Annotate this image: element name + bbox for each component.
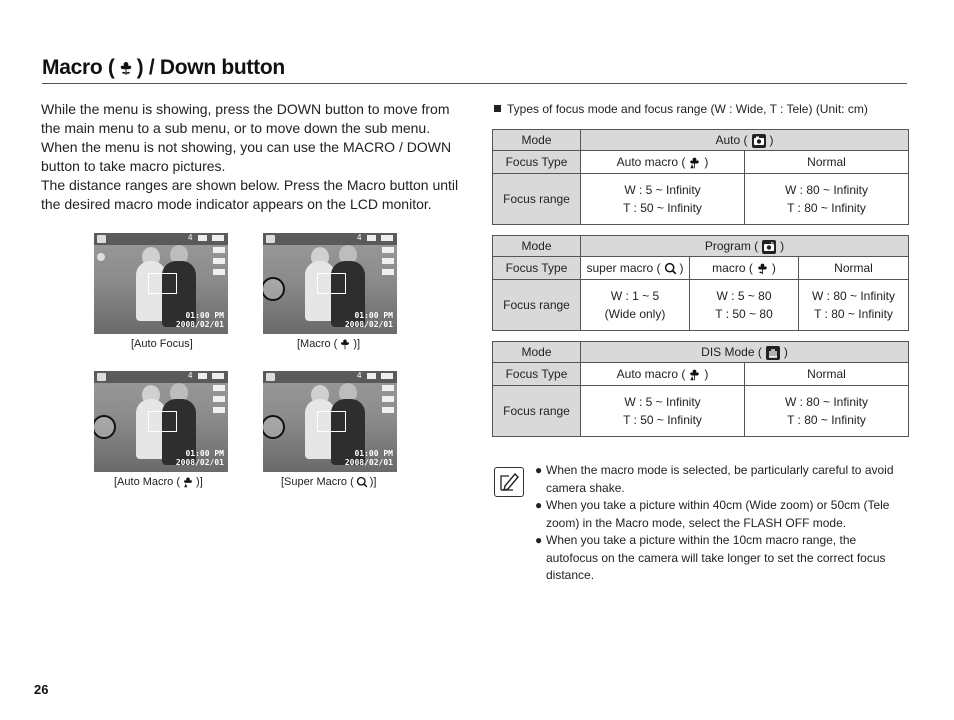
camera-icon xyxy=(266,235,275,243)
focus-range-macro xyxy=(690,280,799,331)
battery-icon xyxy=(212,235,224,241)
time-readout: 01:00 PM xyxy=(185,311,224,320)
note-item xyxy=(535,497,907,532)
focus-type-close: ) xyxy=(679,261,684,275)
svg-text:P: P xyxy=(770,241,774,248)
mode-auto-close: ) xyxy=(769,133,774,147)
focus-range-normal xyxy=(745,386,909,437)
focus-table-auto xyxy=(492,129,909,225)
macro-flower-icon xyxy=(339,338,351,350)
focus-types-header xyxy=(494,102,868,116)
date-readout: 2008/02/01 xyxy=(175,458,224,467)
time-readout: 01:00 PM xyxy=(354,311,393,320)
note-text: When you take a picture within 40cm (Wide zoom) or 50cm (Tele zoom) in the Macro mode, select the FLASH OFF mode. xyxy=(546,498,890,530)
focus-frame xyxy=(317,273,346,294)
super-macro-icon xyxy=(356,476,368,488)
range-tele: T : 50 ~ Infinity xyxy=(623,413,702,427)
caption-auto-macro-before: [Auto Macro ( xyxy=(114,476,181,489)
battery-icon xyxy=(381,235,393,241)
focus-table-program xyxy=(492,235,909,331)
memory-icon xyxy=(198,235,207,241)
range-tele: T : 80 ~ Infinity xyxy=(787,413,866,427)
focus-type-label: Focus Type xyxy=(493,363,581,386)
lcd-screen-macro xyxy=(263,233,397,334)
mode-dis-cell xyxy=(581,342,909,363)
auto-macro-icon xyxy=(688,365,701,383)
range-wide: W : 80 ~ Infinity xyxy=(811,289,896,303)
focus-type-label: Focus Type xyxy=(493,257,581,280)
note-text: When the macro mode is selected, be particularly careful to avoid camera shake. xyxy=(546,463,894,495)
intro-paragraph-1: While the menu is showing, press the DOWN button to move from the main menu to a sub menu, or to move down the sub menu. xyxy=(41,101,450,136)
focus-type-macro-text: macro ( xyxy=(712,261,753,275)
macro-flower-icon xyxy=(756,259,769,277)
focus-types-header-text: Types of focus mode and focus range (W : Wide, T : Tele) (Unit: cm) xyxy=(507,102,868,116)
mode-label: Mode xyxy=(493,342,581,363)
time-readout: 01:00 PM xyxy=(354,449,393,458)
date-readout: 2008/02/01 xyxy=(344,458,393,467)
focus-type-super-macro-text: super macro ( xyxy=(586,261,661,275)
focus-range-label: Focus range xyxy=(493,280,581,331)
lcd-screen-super-macro xyxy=(263,371,397,472)
focus-type-macro xyxy=(690,257,799,280)
mode-program-close: ) xyxy=(780,239,785,253)
intro-text xyxy=(41,100,466,214)
mode-label: Mode xyxy=(493,130,581,151)
program-mode-icon xyxy=(761,237,777,255)
mode-dis-close: ) xyxy=(783,345,788,359)
range-tele: T : 50 ~ Infinity xyxy=(623,201,702,215)
battery-icon xyxy=(212,373,224,379)
focus-type-normal: Normal xyxy=(745,151,909,174)
shot-count: 4 xyxy=(188,371,193,380)
range-wide: W : 80 ~ Infinity xyxy=(784,183,869,197)
mode-indicator-icon xyxy=(97,253,105,261)
range-tele: T : 80 ~ Infinity xyxy=(814,307,893,321)
mode-dis-text: DIS Mode ( xyxy=(701,345,762,359)
range-wide: W : 5 ~ Infinity xyxy=(624,395,701,409)
caption-auto-macro xyxy=(114,476,203,488)
mode-program-text: Program ( xyxy=(704,239,759,253)
square-bullet-icon xyxy=(494,105,501,112)
page-title xyxy=(42,56,285,80)
camera-icon xyxy=(97,373,106,381)
focus-type-auto-macro xyxy=(581,151,745,174)
focus-type-normal: Normal xyxy=(799,257,909,280)
macro-flower-icon xyxy=(118,56,134,80)
dis-mode-icon xyxy=(765,343,781,361)
focus-range-normal xyxy=(799,280,909,331)
note-pencil-icon xyxy=(494,467,524,497)
caption-auto-focus: [Auto Focus] xyxy=(131,338,193,350)
intro-paragraph-2: When the menu is not showing, you can use the MACRO / DOWN button to take macro pictures. xyxy=(41,139,452,174)
range-wide: W : 1 ~ 5 xyxy=(610,289,660,303)
focus-frame xyxy=(148,411,177,432)
focus-range-label: Focus range xyxy=(493,386,581,437)
lcd-screen-auto-focus xyxy=(94,233,228,334)
focus-range-normal xyxy=(745,174,909,225)
focus-range-auto-macro xyxy=(581,174,745,225)
mode-auto-cell xyxy=(581,130,909,151)
caption-super-macro-before: [Super Macro ( xyxy=(281,476,354,489)
mode-program-cell xyxy=(581,236,909,257)
time-readout: 01:00 PM xyxy=(185,449,224,458)
caption-auto-macro-after: )] xyxy=(196,476,203,489)
range-wide: W : 5 ~ 80 xyxy=(716,289,772,303)
focus-type-close: ) xyxy=(704,155,709,169)
title-text-before: Macro ( xyxy=(42,56,115,79)
lcd-screen-auto-macro xyxy=(94,371,228,472)
shot-count: 4 xyxy=(357,233,362,242)
range-tele: T : 50 ~ 80 xyxy=(715,307,773,321)
bullet: ● xyxy=(535,463,543,477)
focus-range-auto-macro xyxy=(581,386,745,437)
bullet: ● xyxy=(535,498,543,512)
date-readout: 2008/02/01 xyxy=(344,320,393,329)
memory-icon xyxy=(367,373,376,379)
range-tele: T : 80 ~ Infinity xyxy=(787,201,866,215)
shot-count: 4 xyxy=(357,371,362,380)
date-readout: 2008/02/01 xyxy=(175,320,224,329)
caption-super-macro xyxy=(281,476,376,488)
mode-label: Mode xyxy=(493,236,581,257)
focus-frame xyxy=(148,273,177,294)
focus-type-auto-macro-text: Auto macro ( xyxy=(616,367,686,381)
focus-type-close: ) xyxy=(704,367,709,381)
notes-list xyxy=(535,462,907,585)
bullet: ● xyxy=(535,533,543,547)
range-wide: W : 80 ~ Infinity xyxy=(784,395,869,409)
focus-table-dis xyxy=(492,341,909,437)
title-divider xyxy=(42,83,907,84)
caption-macro-after: )] xyxy=(353,338,361,351)
note-item xyxy=(535,532,907,585)
auto-macro-icon xyxy=(688,153,701,171)
caption-super-macro-after: )] xyxy=(369,476,377,489)
camera-icon xyxy=(266,373,275,381)
focus-range-label: Focus range xyxy=(493,174,581,225)
focus-type-auto-macro xyxy=(581,363,745,386)
note-item xyxy=(535,462,907,497)
caption-macro xyxy=(297,338,360,350)
memory-icon xyxy=(198,373,207,379)
caption-macro-before: [Macro ( xyxy=(297,338,338,351)
battery-icon xyxy=(381,373,393,379)
memory-icon xyxy=(367,235,376,241)
mode-auto-text: Auto ( xyxy=(715,133,748,147)
range-note: (Wide only) xyxy=(604,307,666,321)
intro-paragraph-3: The distance ranges are shown below. Press the Macro button until the desired macro mode indicator appears on the LCD monitor. xyxy=(41,177,459,212)
focus-type-label: Focus Type xyxy=(493,151,581,174)
note-text: When you take a picture within the 10cm macro range, the autofocus on the camera will take longer to set the correct focus distance. xyxy=(546,533,886,582)
range-wide: W : 5 ~ Infinity xyxy=(624,183,701,197)
focus-type-normal: Normal xyxy=(745,363,909,386)
focus-type-close: ) xyxy=(771,261,776,275)
focus-frame xyxy=(317,411,346,432)
shot-count: 4 xyxy=(188,233,193,242)
camera-auto-icon xyxy=(751,131,767,149)
super-macro-icon xyxy=(664,259,677,277)
page-number: 26 xyxy=(34,682,49,697)
title-text-after: ) / Down button xyxy=(136,56,285,79)
focus-range-super-macro xyxy=(581,280,690,331)
auto-macro-icon xyxy=(182,476,194,488)
focus-type-auto-macro-text: Auto macro ( xyxy=(616,155,686,169)
camera-icon xyxy=(97,235,106,243)
focus-type-super-macro xyxy=(581,257,690,280)
